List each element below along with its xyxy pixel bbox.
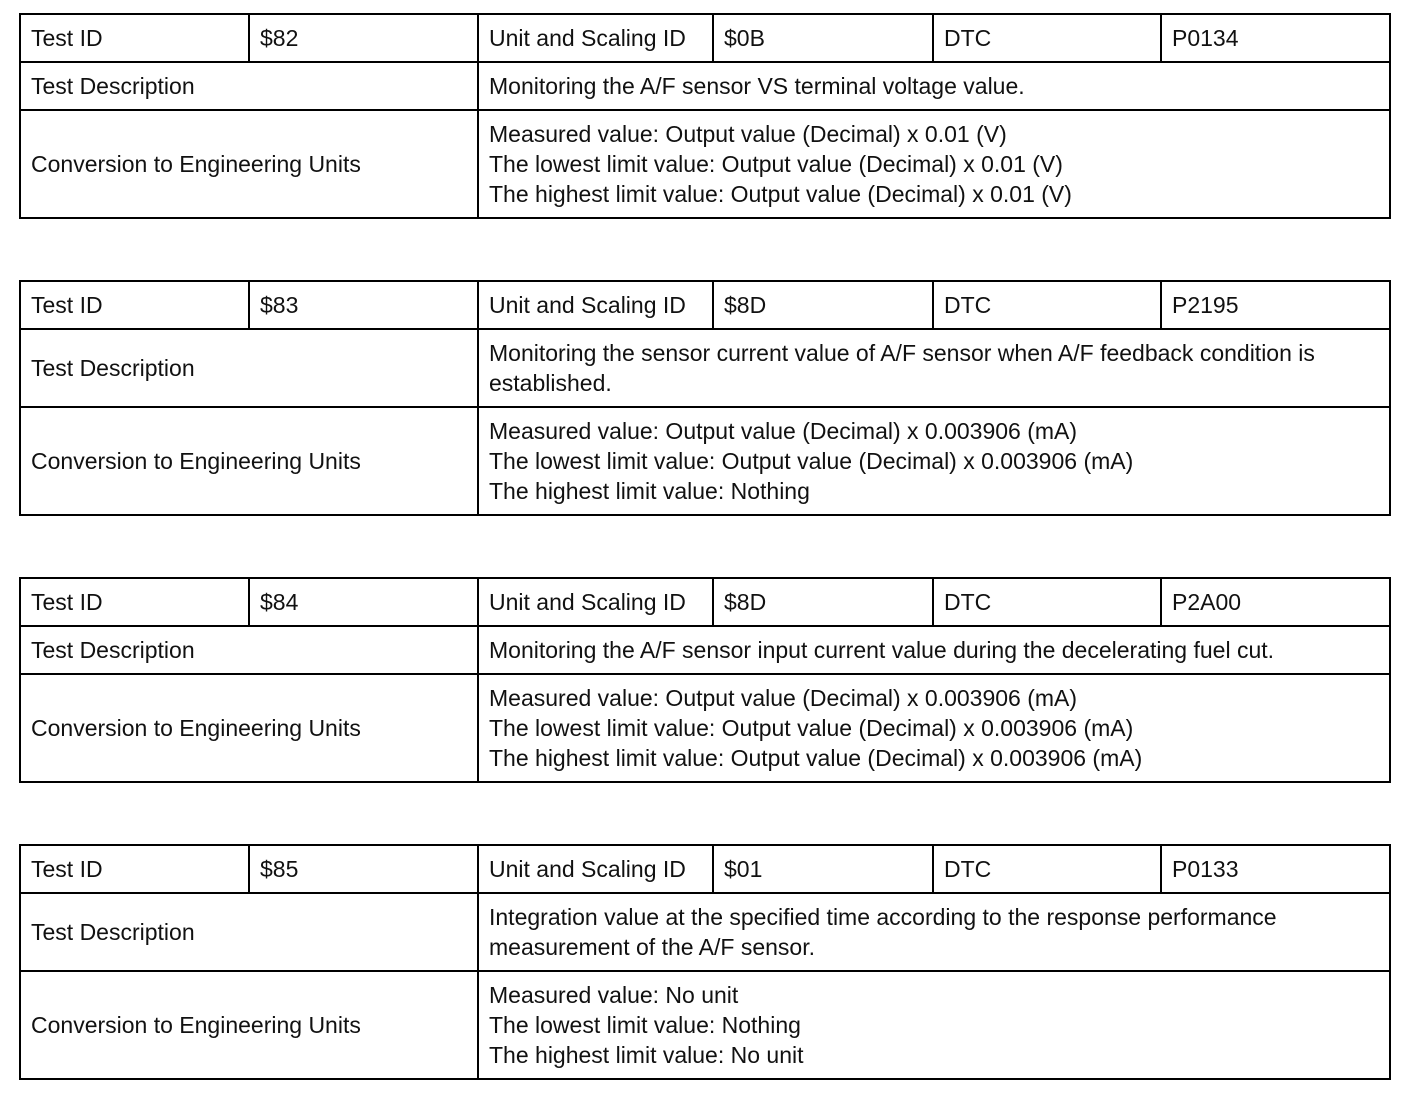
test-id-label: Test ID — [20, 14, 249, 62]
unit-scaling-id-label: Unit and Scaling ID — [478, 845, 713, 893]
dtc-label: DTC — [933, 281, 1161, 329]
lowest-limit-line: The lowest limit value: Output value (Decimal) x 0.003906 (mA) — [489, 715, 1134, 741]
test-id-label: Test ID — [20, 845, 249, 893]
unit-scaling-id-value: $8D — [713, 578, 933, 626]
conversion-value — [478, 110, 1390, 218]
dtc-label: DTC — [933, 578, 1161, 626]
test-table — [19, 13, 1391, 219]
test-description-value: Integration value at the specified time according to the response performance measurement of the A/F sensor. — [478, 893, 1390, 971]
unit-scaling-id-value: $01 — [713, 845, 933, 893]
test-description-label: Test Description — [20, 893, 478, 971]
measured-value-line: Measured value: Output value (Decimal) x 0.003906 (mA) — [489, 418, 1078, 444]
conversion-value — [478, 407, 1390, 515]
conversion-value — [478, 971, 1390, 1079]
table-row — [20, 893, 1390, 971]
dtc-label: DTC — [933, 14, 1161, 62]
dtc-label: DTC — [933, 845, 1161, 893]
table-row — [20, 578, 1390, 626]
conversion-label: Conversion to Engineering Units — [20, 407, 478, 515]
table-row — [20, 62, 1390, 110]
table-row — [20, 626, 1390, 674]
unit-scaling-id-label: Unit and Scaling ID — [478, 14, 713, 62]
test-description-label: Test Description — [20, 62, 478, 110]
unit-scaling-id-label: Unit and Scaling ID — [478, 281, 713, 329]
dtc-value: P0134 — [1161, 14, 1390, 62]
lowest-limit-line: The lowest limit value: Output value (Decimal) x 0.01 (V) — [489, 151, 1063, 177]
highest-limit-line: The highest limit value: Output value (Decimal) x 0.003906 (mA) — [489, 745, 1143, 771]
dtc-value: P0133 — [1161, 845, 1390, 893]
test-id-value: $84 — [249, 578, 478, 626]
test-id-label: Test ID — [20, 281, 249, 329]
unit-scaling-id-value: $0B — [713, 14, 933, 62]
table-row — [20, 674, 1390, 782]
table-row — [20, 281, 1390, 329]
test-table — [19, 280, 1391, 516]
dtc-value: P2A00 — [1161, 578, 1390, 626]
test-description-value: Monitoring the A/F sensor input current value during the decelerating fuel cut. — [478, 626, 1390, 674]
table-row — [20, 971, 1390, 1079]
test-table — [19, 577, 1391, 783]
test-id-label: Test ID — [20, 578, 249, 626]
conversion-label: Conversion to Engineering Units — [20, 674, 478, 782]
unit-scaling-id-label: Unit and Scaling ID — [478, 578, 713, 626]
highest-limit-line: The highest limit value: Output value (Decimal) x 0.01 (V) — [489, 181, 1072, 207]
unit-scaling-id-value: $8D — [713, 281, 933, 329]
conversion-label: Conversion to Engineering Units — [20, 110, 478, 218]
test-id-value: $85 — [249, 845, 478, 893]
table-row — [20, 14, 1390, 62]
table-row — [20, 329, 1390, 407]
measured-value-line: Measured value: No unit — [489, 982, 739, 1008]
test-description-value: Monitoring the A/F sensor VS terminal voltage value. — [478, 62, 1390, 110]
test-table — [19, 844, 1391, 1080]
test-description-value: Monitoring the sensor current value of A/F sensor when A/F feedback condition is established. — [478, 329, 1390, 407]
highest-limit-line: The highest limit value: Nothing — [489, 478, 810, 504]
test-id-value: $82 — [249, 14, 478, 62]
table-row — [20, 407, 1390, 515]
conversion-label: Conversion to Engineering Units — [20, 971, 478, 1079]
table-row — [20, 845, 1390, 893]
test-description-label: Test Description — [20, 329, 478, 407]
test-description-label: Test Description — [20, 626, 478, 674]
measured-value-line: Measured value: Output value (Decimal) x 0.01 (V) — [489, 121, 1007, 147]
lowest-limit-line: The lowest limit value: Nothing — [489, 1012, 801, 1038]
conversion-value — [478, 674, 1390, 782]
highest-limit-line: The highest limit value: No unit — [489, 1042, 804, 1068]
measured-value-line: Measured value: Output value (Decimal) x 0.003906 (mA) — [489, 685, 1078, 711]
dtc-value: P2195 — [1161, 281, 1390, 329]
test-id-value: $83 — [249, 281, 478, 329]
lowest-limit-line: The lowest limit value: Output value (Decimal) x 0.003906 (mA) — [489, 448, 1134, 474]
table-row — [20, 110, 1390, 218]
